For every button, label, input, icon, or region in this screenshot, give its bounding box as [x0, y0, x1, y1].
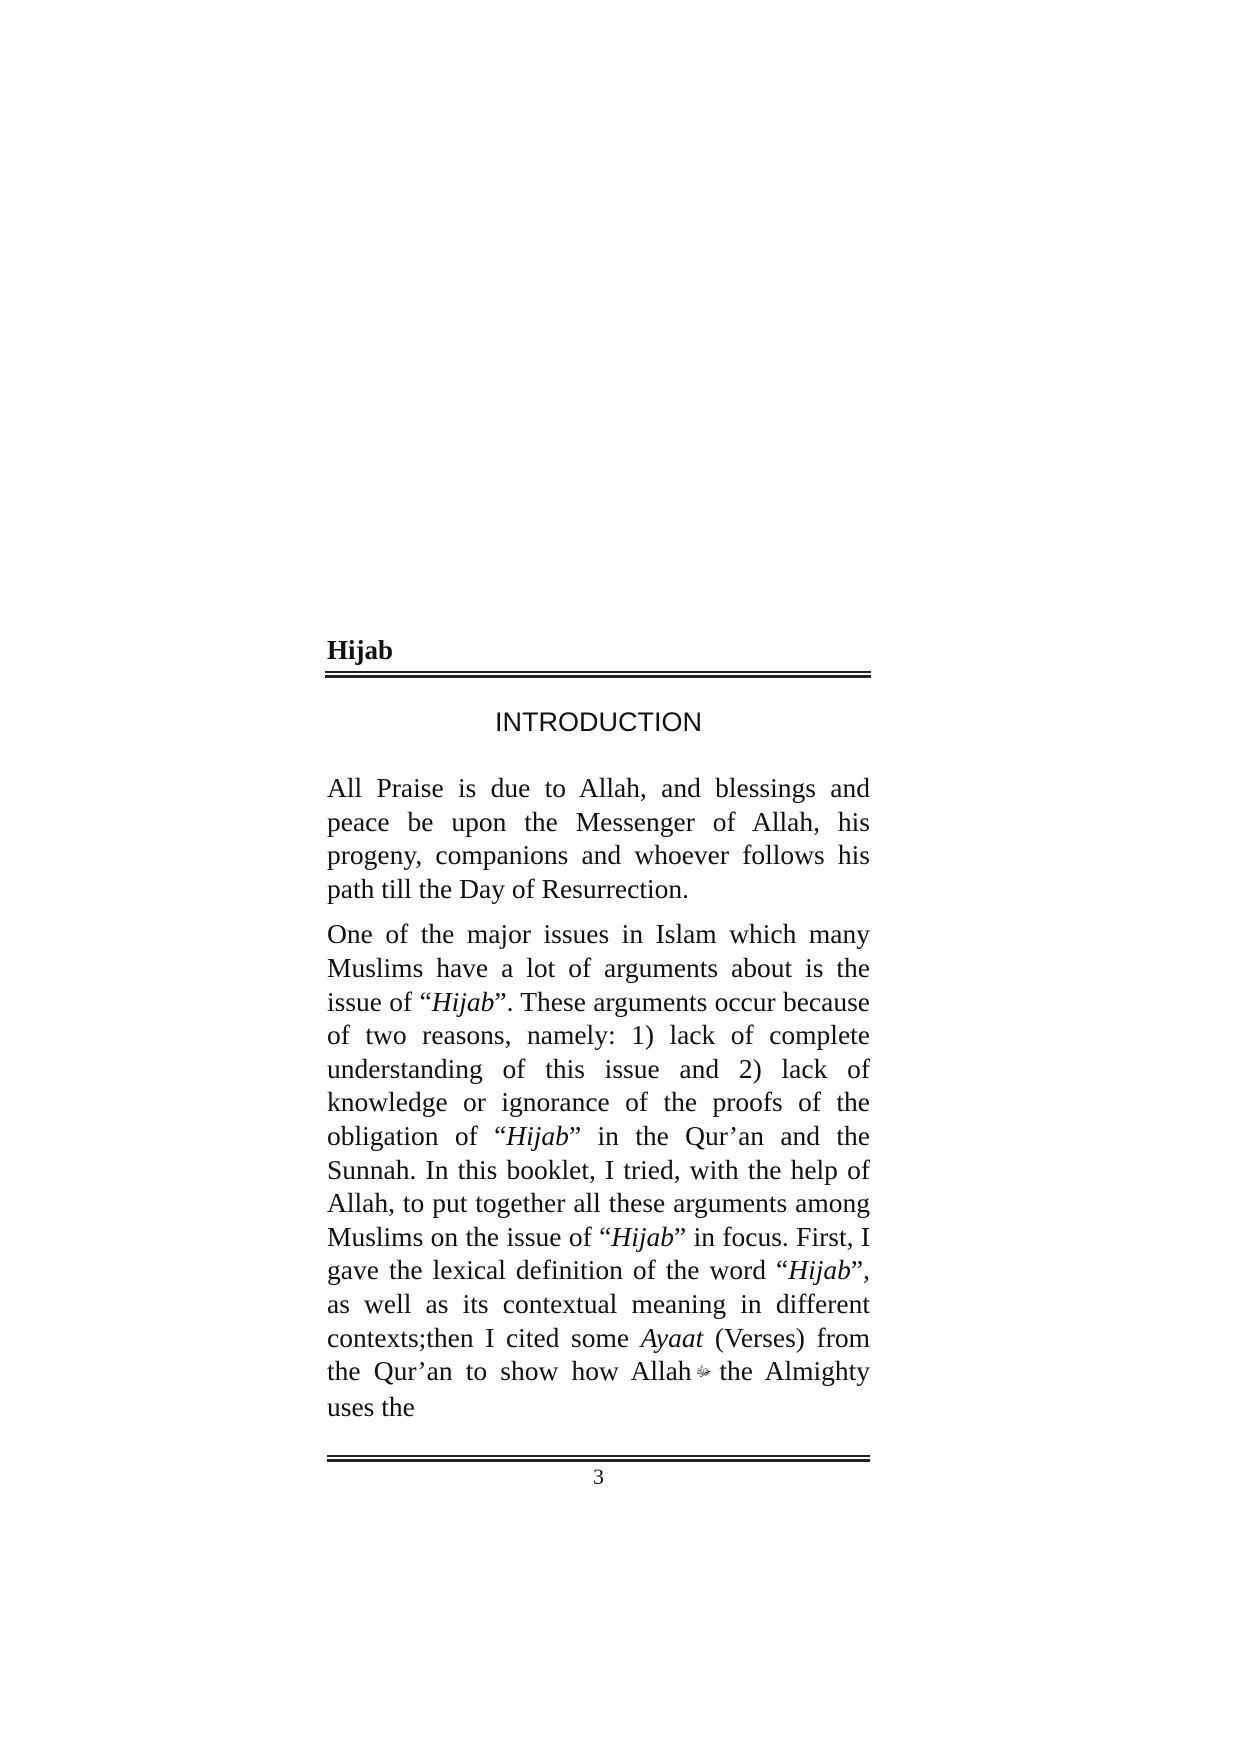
- paragraph-2-text: the Almighty uses the: [327, 1355, 871, 1422]
- running-title: Hijab: [327, 635, 394, 665]
- body-text: [327, 771, 870, 1435]
- italic-term: Hijab: [788, 1254, 851, 1286]
- italic-term: Hijab: [431, 985, 495, 1017]
- section-heading: INTRODUCTION: [495, 707, 702, 737]
- paragraph-2: [327, 917, 870, 1423]
- footer-rule: [327, 1455, 870, 1462]
- italic-term: Hijab: [611, 1220, 674, 1252]
- paragraph-2-text: ”. These arguments occur because of two reasons, namely: 1) lack of complete understanding of this issue and 2) lack of knowledge or ignorance of the proofs of the obligation of “: [327, 985, 870, 1151]
- italic-term: Ayaat: [640, 1321, 704, 1353]
- paragraph-2-text: One of the major issues in Islam which many Muslims have a lot of arguments about is the issue of “: [327, 918, 870, 1017]
- paragraph-1: All Praise is due to Allah, and blessings and peace be upon the Messenger of Allah, his progeny, companions and whoever follows his path till the Day of Resurrection.: [327, 772, 870, 904]
- page-number: 3: [593, 1464, 604, 1489]
- header-rule: [325, 671, 871, 678]
- paragraph-2-text: ” in focus. First, I gave the lexical definition of the word “: [327, 1220, 870, 1286]
- paragraph-2-text: ” in the Qur’an and the Sunnah. In this booklet, I tried, with the help of Allah, to put together all these arguments among Muslims on the issue of “: [327, 1119, 870, 1252]
- honorific-glyph: ﷻ: [695, 1364, 712, 1381]
- italic-term: Hijab: [506, 1119, 569, 1151]
- paragraph-2-text: ”, as well as its contextual meaning in different contexts;then I cited some: [327, 1254, 870, 1353]
- paragraph-2-text: (Verses) from the Qur’an to show how Allah: [327, 1321, 870, 1387]
